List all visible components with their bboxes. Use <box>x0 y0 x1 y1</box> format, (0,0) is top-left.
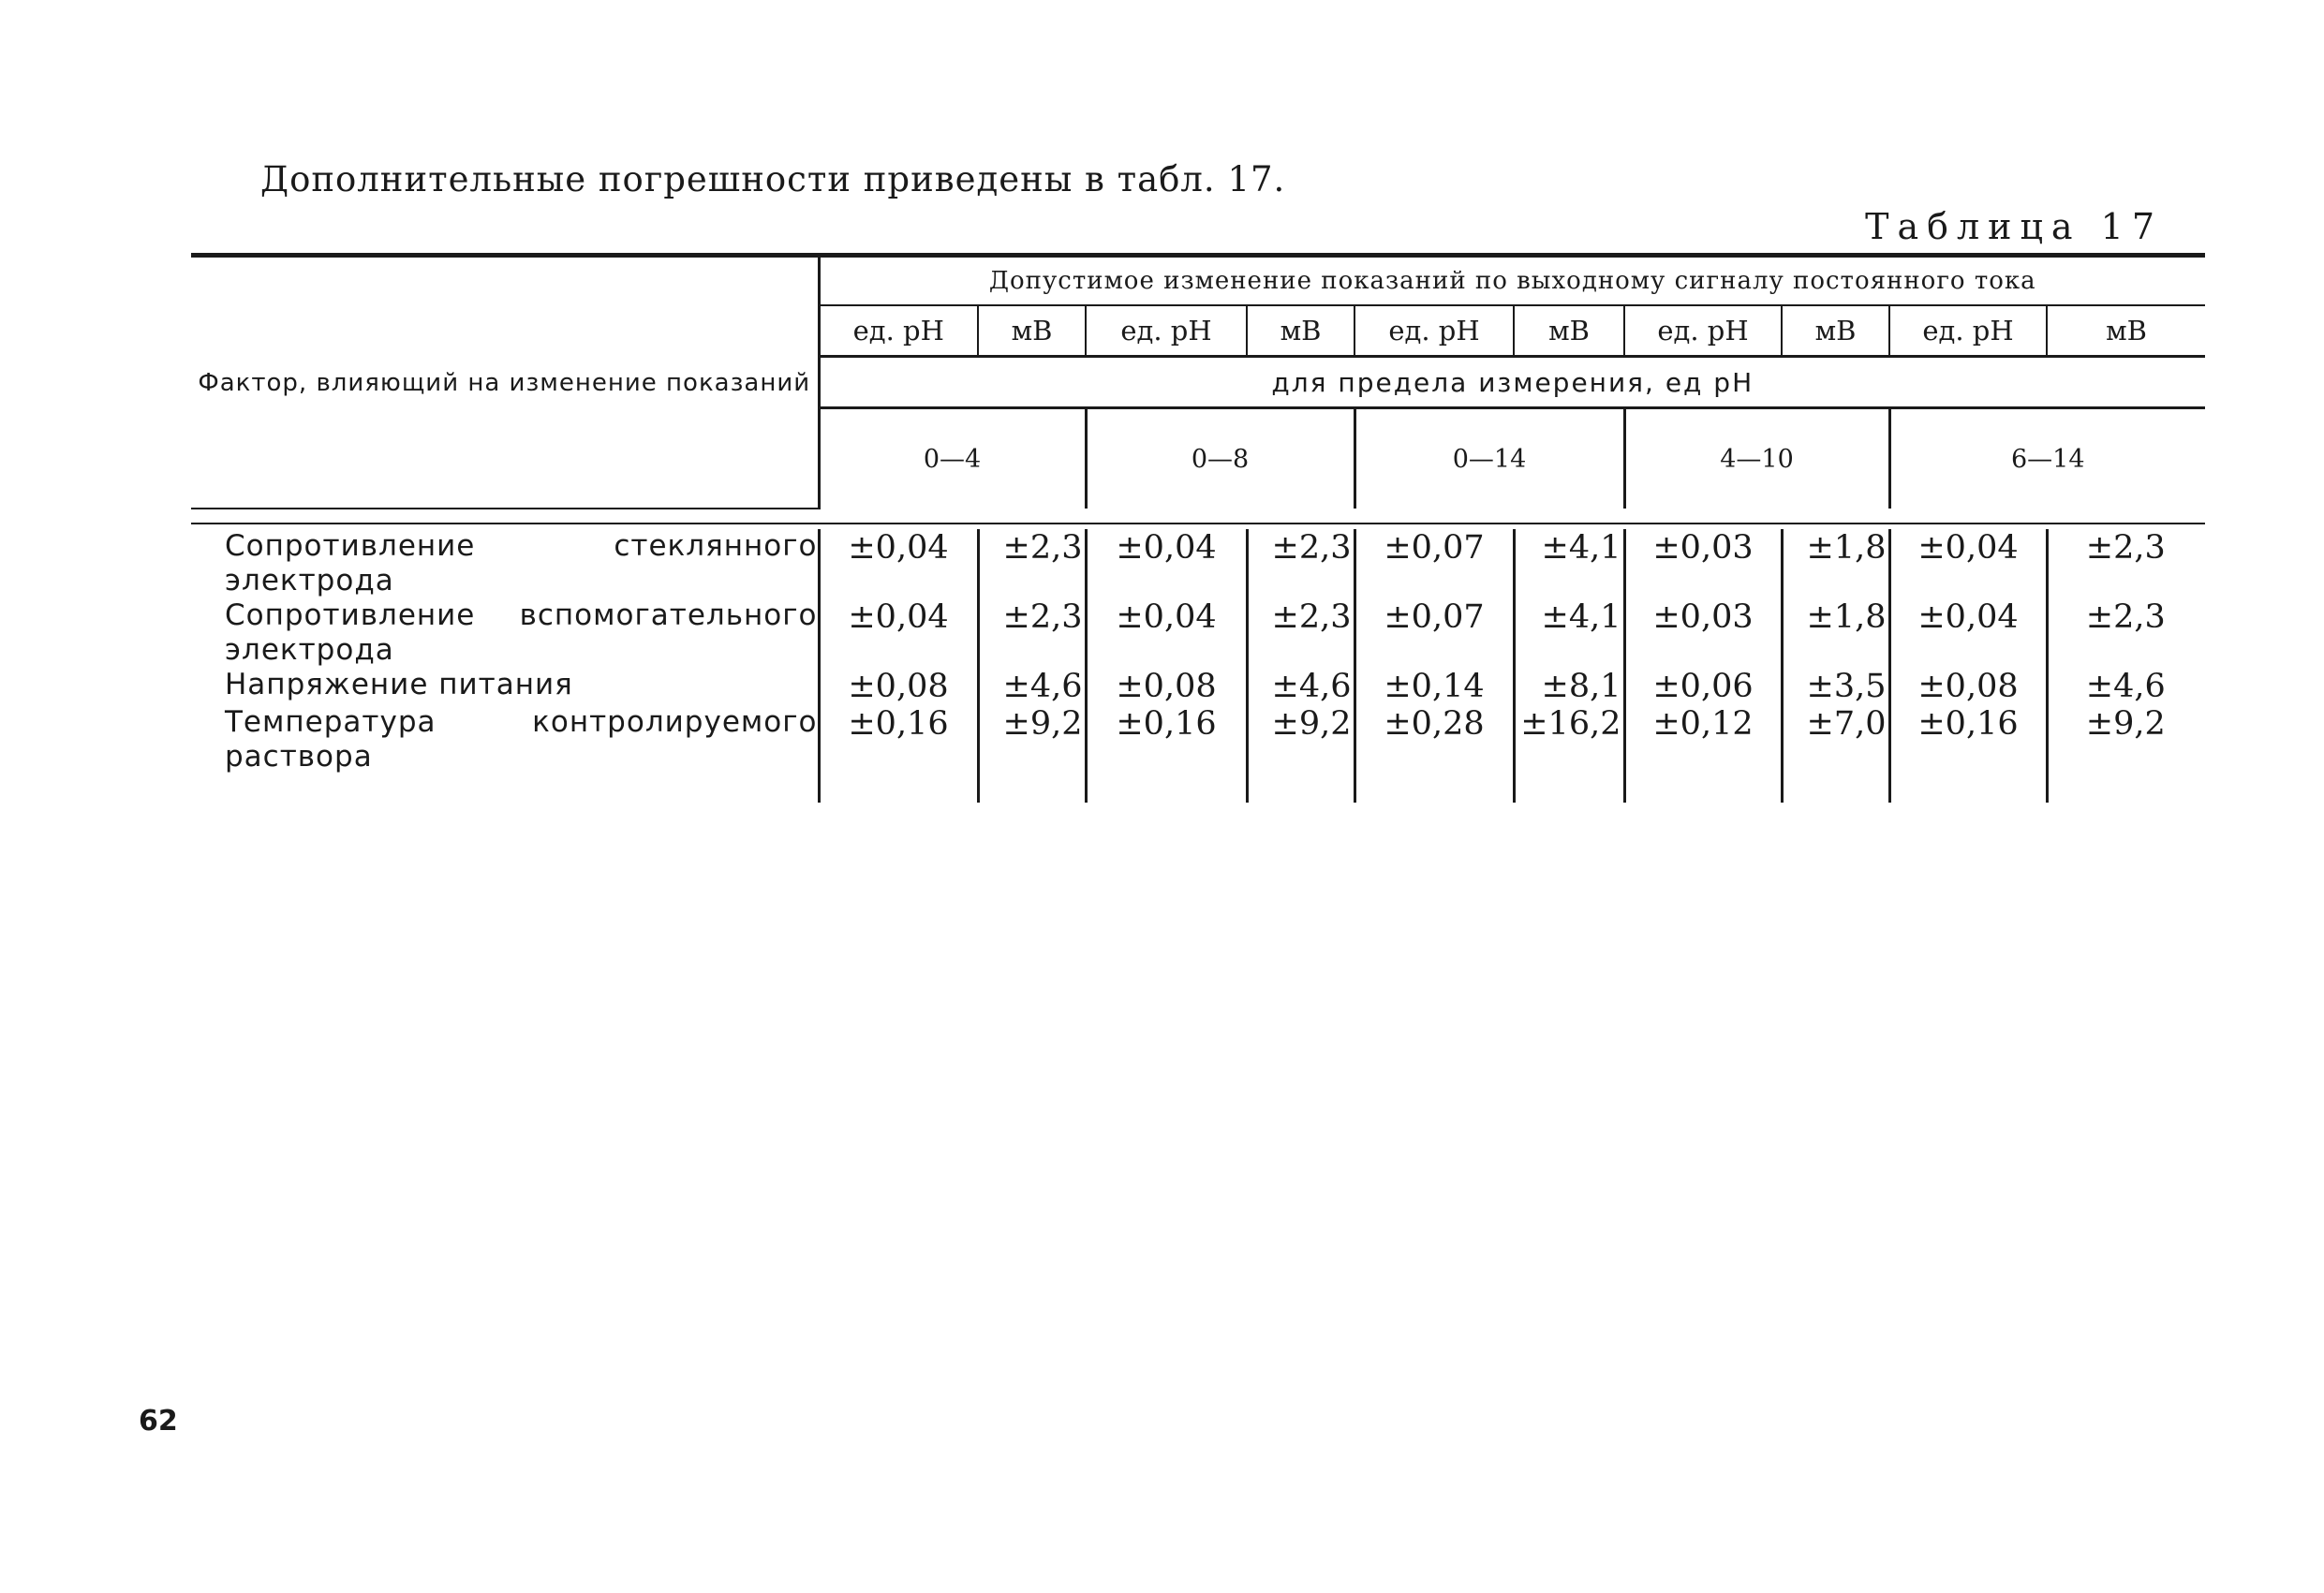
unit-header: ед. pH <box>1624 305 1782 357</box>
range-label: 6—14 <box>2010 444 2085 474</box>
value-cell: ±4,6 <box>2085 668 2166 705</box>
table-row <box>191 705 2205 803</box>
range-label: 4—10 <box>1624 408 1889 509</box>
unit-header: мВ <box>1782 305 1889 357</box>
table-caption: Таблица 17 <box>1865 206 2163 247</box>
unit-header: ед. pH <box>1086 305 1247 357</box>
unit-header: ед. pH <box>1354 305 1514 357</box>
value-cell: ±2,3 <box>978 598 1086 668</box>
value-cell: ±4,1 <box>1514 598 1624 668</box>
unit-header: мВ <box>1514 305 1624 357</box>
range-header: для предела измерения, ед pH <box>819 357 2205 408</box>
factor-cell: Температура контролируемого раствора <box>191 705 819 803</box>
value-cell: ±2,3 <box>2085 529 2166 567</box>
range-label: 0—14 <box>1354 408 1624 509</box>
value-cell: ±16,2 <box>1514 705 1624 803</box>
value-cell: ±9,2 <box>2085 705 2166 743</box>
unit-header: ед. pH <box>819 305 978 357</box>
value-cell: ±0,06 <box>1624 668 1782 705</box>
value-cell: ±0,07 <box>1354 598 1514 668</box>
value-cell: ±2,3 <box>1247 529 1354 598</box>
unit-header: ед. pH <box>1889 305 2047 357</box>
page-number: 62 <box>139 1405 178 1438</box>
value-cell: ±4,1 <box>1514 529 1624 598</box>
table-17 <box>191 253 2205 803</box>
value-cell: ±0,08 <box>819 668 978 705</box>
value-cell: ±0,08 <box>1086 668 1247 705</box>
value-cell: ±0,16 <box>1086 705 1247 803</box>
value-cell: ±0,07 <box>1354 529 1514 598</box>
value-cell: ±8,1 <box>1514 668 1624 705</box>
header-rule <box>191 509 2205 524</box>
value-cell: ±0,04 <box>819 598 978 668</box>
value-cell: ±7,0 <box>1782 705 1889 803</box>
value-cell: ±0,04 <box>1889 598 2047 668</box>
table-row <box>191 529 2205 598</box>
table-row <box>191 598 2205 668</box>
factor-column-header: Фактор, влияющий на изменение показаний <box>191 256 819 509</box>
unit-header: мВ <box>1247 305 1354 357</box>
value-cell: ±3,5 <box>1782 668 1889 705</box>
factor-cell: Сопротивление вспомогательного электрода <box>191 598 819 668</box>
value-cell: ±2,3 <box>1247 598 1354 668</box>
value-cell: ±1,8 <box>1782 529 1889 598</box>
range-label: 0—4 <box>819 408 1086 509</box>
value-cell: ±0,04 <box>819 529 978 598</box>
value-cell: ±0,04 <box>1086 598 1247 668</box>
value-cell: ±0,03 <box>1624 598 1782 668</box>
value-cell: ±9,2 <box>1247 705 1354 803</box>
value-cell: ±0,16 <box>819 705 978 803</box>
main-header: Допустимое изменение показаний по выходному сигналу постоянного тока <box>819 256 2205 306</box>
value-cell: ±0,16 <box>1889 705 2047 803</box>
value-cell: ±2,3 <box>978 529 1086 598</box>
value-cell: ±0,04 <box>1889 529 2047 598</box>
value-cell: ±0,28 <box>1354 705 1514 803</box>
value-cell: ±0,14 <box>1354 668 1514 705</box>
unit-header: мВ <box>2047 305 2205 357</box>
value-cell: ±4,6 <box>978 668 1086 705</box>
value-cell: ±0,04 <box>1086 529 1247 598</box>
factor-cell: Напряжение питания <box>191 668 819 705</box>
value-cell: ±9,2 <box>978 705 1086 803</box>
value-cell: ±1,8 <box>1782 598 1889 668</box>
table-row <box>191 668 2205 705</box>
factor-cell: Сопротивление стеклянного электрода <box>191 529 819 598</box>
unit-header: мВ <box>978 305 1086 357</box>
range-label: 0—8 <box>1086 408 1354 509</box>
value-cell: ±0,12 <box>1624 705 1782 803</box>
value-cell: ±2,3 <box>2085 598 2166 636</box>
intro-paragraph: Дополнительные погрешности приведены в табл. 17. <box>260 159 1286 199</box>
value-cell: ±4,6 <box>1247 668 1354 705</box>
value-cell: ±0,03 <box>1624 529 1782 598</box>
value-cell: ±0,08 <box>1889 668 2047 705</box>
